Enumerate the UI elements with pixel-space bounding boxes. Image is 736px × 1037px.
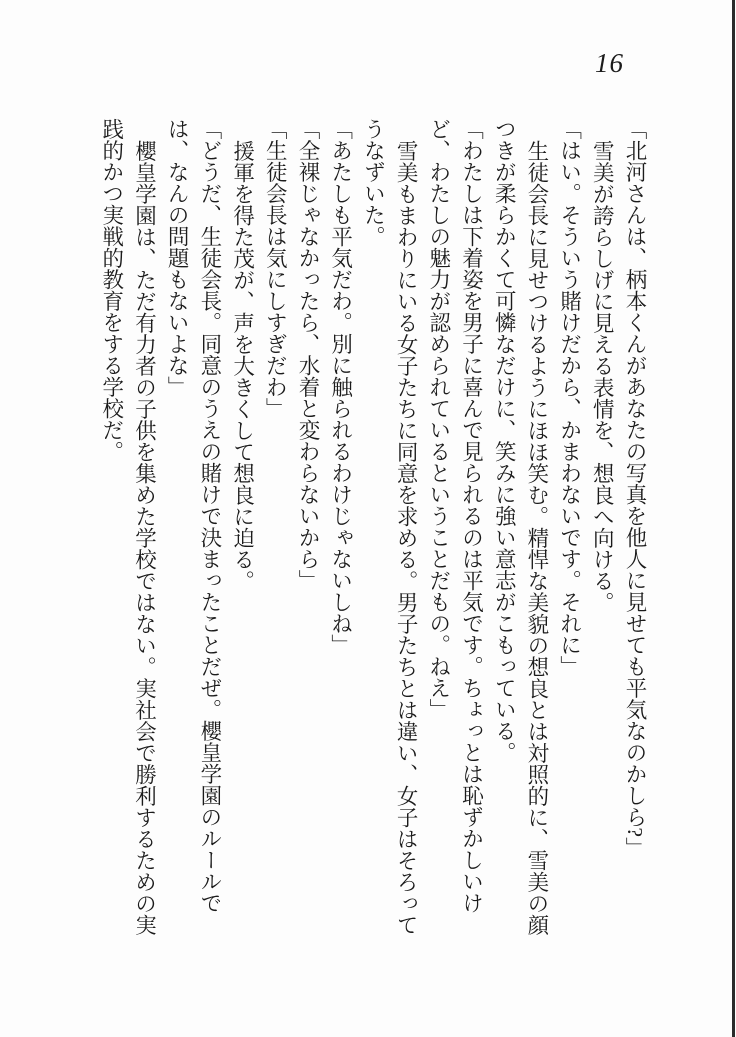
- paragraph: 雪美が誇らしげに見える表情を、想良へ向ける。: [590, 139, 615, 613]
- paragraph: 「わたしは下着姿を男子に喜んで見られるのは平気です。ちょっとは恥ずかしいけど、わたしの魅力が認められているということだもの。ねえ」: [426, 118, 484, 914]
- paragraph: 援軍を得た茂が、声を大きくして想良に迫る。: [230, 139, 255, 591]
- page-edge-line: [732, 0, 735, 1037]
- paragraph: 「あたしも平気だわ。別に触られるわけじゃないしね」: [328, 118, 353, 656]
- paragraph: 「全裸じゃなかったら、水着と変わらないから」: [295, 118, 320, 591]
- book-text-block: [94, 118, 651, 940]
- paragraph: 雪美もまわりにいる女子たちに同意を求める。男子たちとは違い、女子はそろってうなずいた。: [361, 118, 419, 935]
- page-number: 16: [595, 48, 624, 78]
- paragraph: 櫻皇学園は、ただ有力者の子供を集めた学校ではない。実社会で勝利するための実践的かつ実戦的教育をする学校だ。: [99, 118, 157, 935]
- paragraph: 「はい。そういう賭けだから、かまわないです。それに」: [557, 118, 582, 677]
- paragraph: 「北河さんは、柄本くんがあなたの写真を他人に見せても平気なのかしら?」: [623, 118, 647, 859]
- paragraph: 生徒会長に見せつけるようにほほ笑む。精悍な美貌の想良とは対照的に、雪美の顔つきが柔らかくて可憐なだけに、笑みに強い意志がこもっている。: [492, 118, 549, 935]
- paragraph: 「どうだ、生徒会長。同意のうえの賭けで決まったことだぜ。櫻皇学園のルールでは、なんの問題もないよな」: [165, 118, 222, 914]
- paragraph: 「生徒会長は気にしすぎだわ」: [263, 118, 288, 419]
